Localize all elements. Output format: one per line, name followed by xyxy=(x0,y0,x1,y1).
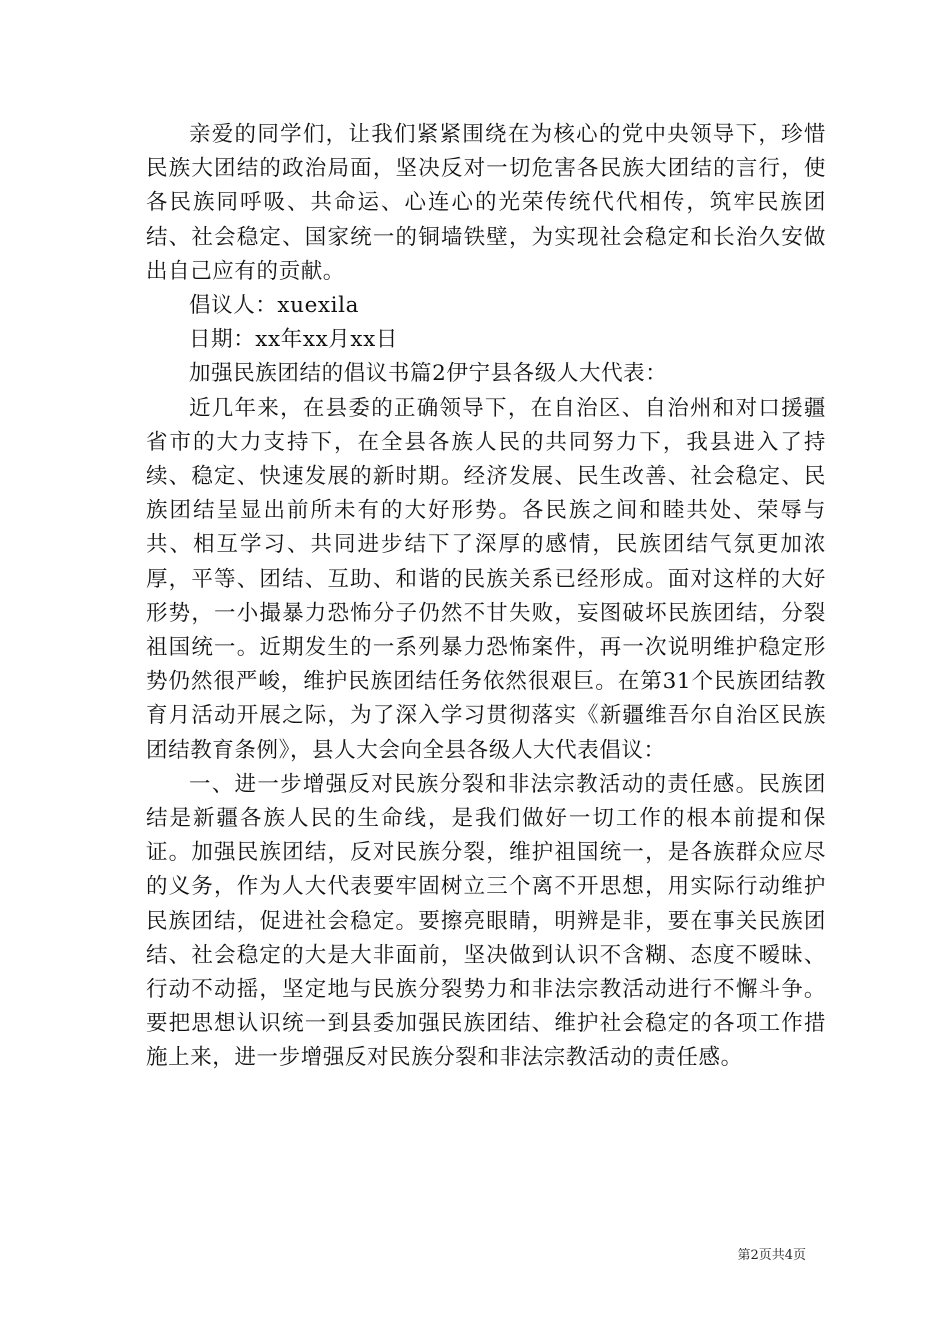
document-body xyxy=(146,118,826,1076)
paragraph-closing-appeal: 亲爱的同学们，让我们紧紧围绕在为核心的党中央领导下，珍惜民族大团结的政治局面，坚决反对一切危害各民族大团结的言行，使各民族同呼吸、共命运、心连心的光荣传统代代相传，筑牢民族团结、社会稳定、国家统一的铜墙铁壁，为实现社会稳定和长治久安做出自己应有的贡献。 xyxy=(146,122,826,284)
paragraph-point-one: 一、进一步增强反对民族分裂和非法宗教活动的责任感。民族团结是新疆各族人民的生命线，是我们做好一切工作的根本前提和保证。加强民族团结，反对民族分裂，维护祖国统一，是各族群众应尽的义务，作为人大代表要牢固树立三个离不开思想，用实际行动维护民族团结，促进社会稳定。要擦亮眼睛，明辨是非，要在事关民族团结、社会稳定的大是大非面前，坚决做到认识不含糊、态度不暧昧、行动不动摇，坚定地与民族分裂势力和非法宗教活动进行不懈斗争。要把思想认识统一到县委加强民族团结、维护社会稳定的各项工作措施上来，进一步增强反对民族分裂和非法宗教活动的责任感。 xyxy=(146,771,826,1071)
page-number: 第2页共4页 xyxy=(737,1248,806,1263)
paragraph-initiator: 倡议人：xuexila xyxy=(189,293,359,319)
paragraph-section-heading: 加强民族团结的倡议书篇2伊宁县各级人大代表： xyxy=(189,361,668,387)
paragraph-introduction: 近几年来，在县委的正确领导下，在自治区、自治州和对口援疆省市的大力支持下，在全县各族人民的共同努力下，我县进入了持续、稳定、快速发展的新时期。经济发展、民生改善、社会稳定、民族团结呈显出前所未有的大好形势。各民族之间和睦共处、荣辱与共、相互学习、共同进步结下了深厚的感情，民族团结气氛更加浓厚，平等、团结、互助、和谐的民族关系已经形成。面对这样的大好形势，一小撮暴力恐怖分子仍然不甘失败，妄图破坏民族团结，分裂祖国统一。近期发生的一系列暴力恐怖案件，再一次说明维护稳定形势仍然很严峻，维护民族团结任务依然很艰巨。在第31个民族团结教育月活动开展之际，为了深入学习贯彻落实《新疆维吾尔自治区民族团结教育条例》，县人大会向全县各级人大代表倡议： xyxy=(146,395,826,763)
paragraph-date: 日期：xx年xx月xx日 xyxy=(189,327,398,353)
